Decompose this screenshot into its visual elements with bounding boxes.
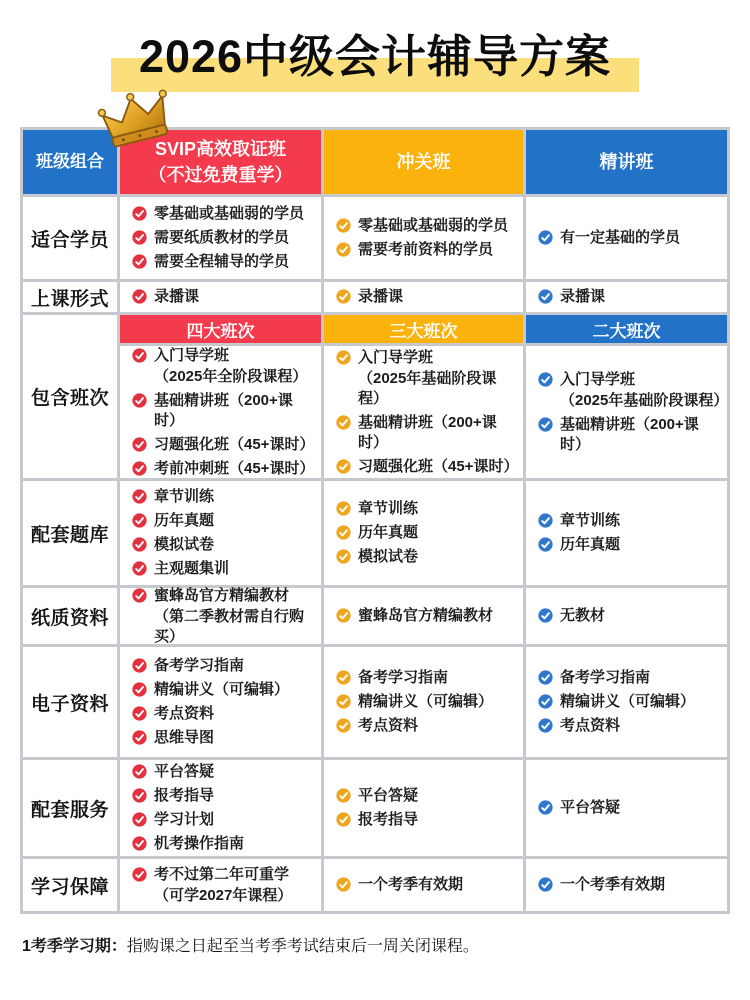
- check-icon: [336, 549, 351, 564]
- feature-text: 基础精讲班（200+课时）: [154, 391, 293, 429]
- feature-item: [132, 346, 315, 366]
- feature-text: 精编讲义（可编辑）: [560, 693, 696, 710]
- check-icon: [538, 230, 553, 245]
- check-icon: [336, 459, 351, 474]
- feature-item: [132, 834, 315, 854]
- check-icon: [132, 513, 147, 528]
- cell-digital-materials-intensive: [526, 647, 727, 757]
- check-icon: [538, 694, 553, 709]
- check-icon: [336, 501, 351, 516]
- column-header-intensive: [526, 130, 727, 194]
- check-icon: [336, 788, 351, 803]
- feature-item: [132, 228, 315, 248]
- feature-item: [336, 457, 517, 477]
- check-icon: [132, 682, 147, 697]
- check-icon: [538, 608, 553, 623]
- feature-text: 平台答疑: [560, 799, 621, 816]
- check-icon: [132, 537, 147, 552]
- feature-text: 零基础或基础弱的学员: [154, 205, 305, 222]
- feature-item: [132, 459, 315, 479]
- feature-text: 思维导图: [154, 729, 215, 746]
- check-icon: [132, 393, 147, 408]
- check-icon: [132, 730, 147, 745]
- footnote-text: 指购课之日起至当考季考试结束后一周关闭课程。: [126, 938, 479, 955]
- feature-item: [538, 606, 721, 626]
- feature-item: [132, 391, 315, 431]
- check-icon: [538, 513, 553, 528]
- feature-text: 备考学习指南: [560, 669, 651, 686]
- cell-suitable-students-svip: [120, 197, 321, 279]
- cell-class-format-intensive: [526, 282, 727, 312]
- check-icon: [538, 800, 553, 815]
- cell-class-format-sprint: [324, 282, 523, 312]
- feature-text: 考点资料: [560, 717, 621, 734]
- feature-item: [538, 511, 721, 531]
- cell-study-guarantee-sprint: [324, 859, 523, 911]
- cell-included-classes-intensive: [526, 346, 727, 478]
- cell-paper-materials-sprint: [324, 588, 523, 644]
- feature-text: （可学2027年课程）: [154, 886, 293, 904]
- feature-item: [336, 692, 517, 712]
- row-label-study-guarantee: 学习保障: [23, 859, 117, 911]
- check-icon: [132, 461, 147, 476]
- feature-text: 一个考季有效期: [358, 876, 464, 893]
- feature-item: [538, 798, 721, 818]
- feature-item: [538, 535, 721, 555]
- row-label-digital-materials: 电子资料: [23, 647, 117, 757]
- row-label-paper-materials: 纸质资料: [23, 588, 117, 644]
- feature-item: [132, 252, 315, 272]
- column-title: 精讲班: [599, 151, 654, 172]
- feature-text: 备考学习指南: [154, 657, 245, 674]
- cell-study-guarantee-intensive: [526, 859, 727, 911]
- cell-included-classes-sprint: [324, 346, 523, 478]
- feature-text: 习题强化班（45+课时）: [358, 457, 519, 475]
- feature-item: [132, 204, 315, 224]
- check-icon: [336, 670, 351, 685]
- column-header-group: 班级组合: [23, 130, 117, 194]
- feature-item: [132, 559, 315, 579]
- check-icon: [132, 230, 147, 245]
- feature-item: [132, 865, 315, 885]
- cell-suitable-students-intensive: [526, 197, 727, 279]
- feature-item: [538, 668, 721, 688]
- feature-item: [132, 810, 315, 830]
- row-label-included-classes: 包含班次: [23, 315, 117, 478]
- feature-item: [336, 216, 517, 236]
- check-icon: [538, 417, 553, 432]
- cell-question-bank-svip: [120, 481, 321, 585]
- feature-text: 考不过第二年可重学: [154, 865, 290, 883]
- cell-digital-materials-sprint: [324, 647, 523, 757]
- feature-text: 录播课: [154, 288, 200, 305]
- feature-text: 历年真题: [154, 512, 215, 529]
- feature-text: 无教材: [560, 607, 606, 624]
- check-icon: [336, 289, 351, 304]
- feature-subtext: [132, 367, 315, 387]
- check-icon: [132, 812, 147, 827]
- feature-item: [132, 487, 315, 507]
- column-title: 冲关班: [396, 151, 451, 172]
- feature-text: （2025年基础阶段课程）: [358, 369, 497, 407]
- feature-text: 历年真题: [560, 536, 621, 553]
- feature-item: [538, 228, 721, 248]
- feature-subtext: [132, 886, 315, 906]
- feature-item: [132, 704, 315, 724]
- cell-paper-materials-intensive: [526, 588, 727, 644]
- feature-text: 入门导学班: [358, 348, 434, 366]
- feature-item: [336, 287, 517, 307]
- check-icon: [336, 415, 351, 430]
- column-header-sprint: [324, 130, 523, 194]
- check-icon: [336, 242, 351, 257]
- feature-item: [336, 716, 517, 736]
- row-label-class-format: 上课形式: [23, 282, 117, 312]
- check-icon: [132, 764, 147, 779]
- feature-item: [132, 586, 315, 606]
- feature-item: [336, 523, 517, 543]
- feature-item: [336, 547, 517, 567]
- feature-item: [132, 680, 315, 700]
- footnote-label: 1考季学习期：: [22, 938, 127, 955]
- check-icon: [132, 706, 147, 721]
- feature-text: 录播课: [560, 288, 606, 305]
- check-icon: [132, 289, 147, 304]
- cell-support-services-sprint: [324, 760, 523, 856]
- check-icon: [132, 348, 147, 363]
- feature-item: [538, 716, 721, 736]
- feature-text: 考前冲刺班（45+课时）: [154, 459, 315, 477]
- page-title: 2026中级会计辅导方案: [138, 31, 612, 82]
- check-icon: [132, 788, 147, 803]
- cell-included-classes-svip: [120, 346, 321, 478]
- feature-item: [132, 656, 315, 676]
- feature-text: 录播课: [358, 288, 404, 305]
- feature-item: [538, 415, 721, 455]
- feature-text: 章节训练: [154, 488, 215, 505]
- feature-item: [132, 728, 315, 748]
- row-label-question-bank: 配套题库: [23, 481, 117, 585]
- feature-text: 报考指导: [358, 811, 419, 828]
- check-icon: [538, 537, 553, 552]
- cell-digital-materials-svip: [120, 647, 321, 757]
- footnote: [22, 936, 479, 958]
- feature-item: [132, 435, 315, 455]
- cell-class-format-svip: [120, 282, 321, 312]
- check-icon: [132, 206, 147, 221]
- feature-item: [336, 810, 517, 830]
- feature-subtext: [538, 391, 729, 411]
- feature-text: （2025年全阶段课程）: [154, 367, 308, 385]
- cell-support-services-intensive: [526, 760, 727, 856]
- check-icon: [538, 718, 553, 733]
- plan-table: [20, 127, 730, 914]
- feature-item: [336, 668, 517, 688]
- check-icon: [132, 658, 147, 673]
- feature-text: （2025年基础阶段课程）: [560, 391, 729, 409]
- check-icon: [336, 608, 351, 623]
- check-icon: [538, 372, 553, 387]
- banner-sprint: 三大班次: [324, 315, 523, 343]
- feature-item: [132, 287, 315, 307]
- feature-item: [132, 762, 315, 782]
- feature-text: 考点资料: [358, 717, 419, 734]
- feature-item: [538, 692, 721, 712]
- feature-item: [336, 875, 517, 895]
- check-icon: [132, 254, 147, 269]
- feature-item: [336, 240, 517, 260]
- feature-text: 模拟试卷: [358, 548, 419, 565]
- feature-text: 基础精讲班（200+课时）: [358, 413, 497, 451]
- feature-text: 基础精讲班（200+课时）: [560, 415, 699, 453]
- check-icon: [336, 877, 351, 892]
- check-icon: [132, 836, 147, 851]
- column-title: SVIP高效取证班: [154, 138, 287, 159]
- feature-text: 有一定基础的学员: [560, 229, 681, 246]
- feature-text: 精编讲义（可编辑）: [358, 693, 494, 710]
- feature-item: [132, 511, 315, 531]
- row-label-suitable-students: 适合学员: [23, 197, 117, 279]
- feature-text: 章节训练: [358, 500, 419, 517]
- feature-text: 章节训练: [560, 512, 621, 529]
- feature-text: 模拟试卷: [154, 536, 215, 553]
- feature-text: 习题强化班（45+课时）: [154, 435, 315, 453]
- cell-suitable-students-sprint: [324, 197, 523, 279]
- feature-item: [336, 606, 517, 626]
- cell-support-services-svip: [120, 760, 321, 856]
- check-icon: [132, 561, 147, 576]
- cell-question-bank-intensive: [526, 481, 727, 585]
- check-icon: [336, 694, 351, 709]
- plan-table-grid: [23, 130, 727, 911]
- feature-text: 需要全程辅导的学员: [154, 253, 290, 270]
- feature-item: [336, 413, 517, 453]
- check-icon: [538, 289, 553, 304]
- feature-text: 蜜蜂岛官方精编教材: [154, 586, 290, 604]
- feature-text: 入门导学班: [154, 346, 230, 364]
- feature-text: 主观题集训: [154, 560, 230, 577]
- feature-subtext: [336, 369, 517, 409]
- feature-item: [538, 287, 721, 307]
- feature-text: 需要考前资料的学员: [358, 241, 494, 258]
- feature-text: 考点资料: [154, 705, 215, 722]
- feature-text: 一个考季有效期: [560, 876, 666, 893]
- banner-svip: 四大班次: [120, 315, 321, 343]
- feature-item: [132, 786, 315, 806]
- row-label-support-services: 配套服务: [23, 760, 117, 856]
- feature-item: [538, 875, 721, 895]
- feature-text: （第二季教材需自行购买）: [154, 607, 305, 645]
- check-icon: [336, 812, 351, 827]
- feature-text: 零基础或基础弱的学员: [358, 217, 509, 234]
- cell-paper-materials-svip: [120, 588, 321, 644]
- check-icon: [538, 877, 553, 892]
- feature-text: 机考操作指南: [154, 835, 245, 852]
- cell-study-guarantee-svip: [120, 859, 321, 911]
- check-icon: [538, 670, 553, 685]
- feature-item: [336, 348, 517, 368]
- column-subtitle: （不过免费重学）: [148, 165, 293, 185]
- check-icon: [132, 588, 147, 603]
- cell-question-bank-sprint: [324, 481, 523, 585]
- feature-text: 历年真题: [358, 524, 419, 541]
- check-icon: [336, 718, 351, 733]
- feature-text: 备考学习指南: [358, 669, 449, 686]
- banner-intensive: 二大班次: [526, 315, 727, 343]
- check-icon: [336, 350, 351, 365]
- feature-item: [538, 370, 721, 390]
- feature-text: 精编讲义（可编辑）: [154, 681, 290, 698]
- feature-text: 平台答疑: [358, 787, 419, 804]
- feature-text: 平台答疑: [154, 763, 215, 780]
- feature-item: [336, 499, 517, 519]
- feature-text: 学习计划: [154, 811, 215, 828]
- feature-item: [132, 535, 315, 555]
- check-icon: [132, 867, 147, 882]
- check-icon: [132, 437, 147, 452]
- feature-text: 报考指导: [154, 787, 215, 804]
- feature-text: 需要纸质教材的学员: [154, 229, 290, 246]
- check-icon: [336, 525, 351, 540]
- feature-item: [336, 786, 517, 806]
- title-block: [0, 30, 750, 96]
- check-icon: [132, 489, 147, 504]
- feature-subtext: [132, 607, 315, 647]
- check-icon: [336, 218, 351, 233]
- feature-text: 蜜蜂岛官方精编教材: [358, 607, 494, 624]
- feature-text: 入门导学班: [560, 370, 636, 388]
